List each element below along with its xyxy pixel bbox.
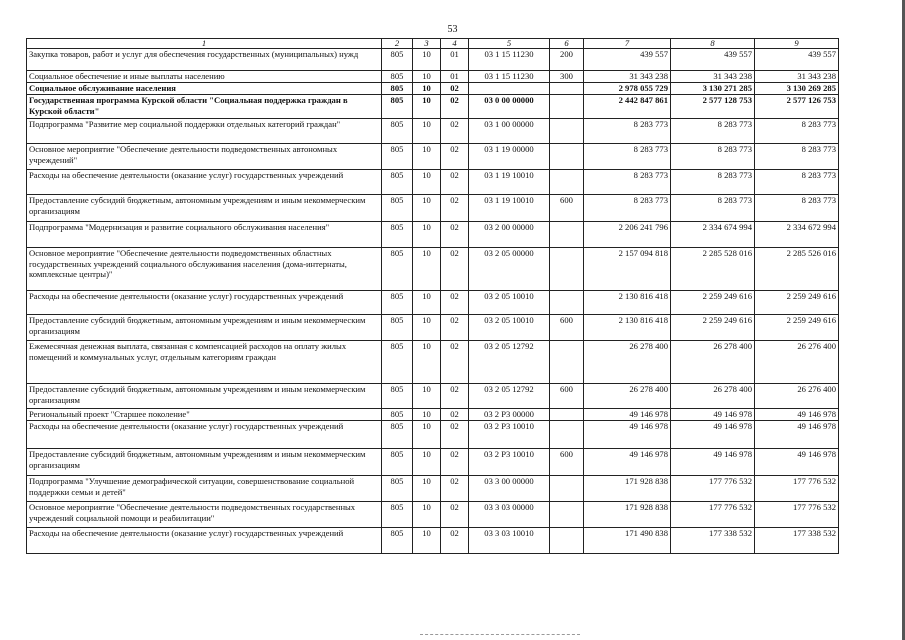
target-article-cell: 03 2 05 00000 [469, 248, 550, 291]
row-name-cell: Расходы на обеспечение деятельности (оказание услуг) государственных учреждений [27, 170, 382, 195]
subsection-cell: 02 [441, 291, 469, 315]
table-row [27, 83, 839, 95]
row-name-cell: Подпрограмма "Развитие мер социальной поддержки отдельных категорий граждан" [27, 119, 382, 144]
expense-type-cell [550, 341, 584, 384]
expense-type-cell [550, 502, 584, 528]
column-number: 9 [755, 39, 839, 49]
table-row [27, 49, 839, 71]
amount-2023-cell: 49 146 978 [755, 409, 839, 421]
ministry-code-cell: 805 [382, 83, 413, 95]
target-article-cell [469, 83, 550, 95]
target-article-cell: 03 1 00 00000 [469, 119, 550, 144]
subsection-cell: 02 [441, 95, 469, 119]
section-cell: 10 [413, 144, 441, 170]
expense-type-cell: 600 [550, 195, 584, 222]
section-cell: 10 [413, 71, 441, 83]
expense-type-cell [550, 528, 584, 554]
ministry-code-cell: 805 [382, 49, 413, 71]
table-row [27, 291, 839, 315]
amount-2022-cell: 26 278 400 [671, 341, 755, 384]
amount-2023-cell: 439 557 [755, 49, 839, 71]
amount-2023-cell: 49 146 978 [755, 449, 839, 476]
subsection-cell: 02 [441, 248, 469, 291]
section-cell: 10 [413, 528, 441, 554]
amount-2022-cell: 177 776 532 [671, 476, 755, 502]
section-cell: 10 [413, 119, 441, 144]
column-number: 3 [413, 39, 441, 49]
row-name-cell: Основное мероприятие "Обеспечение деятельности подведомственных государственных учреждений социальной помощи и реабилитации" [27, 502, 382, 528]
ministry-code-cell: 805 [382, 449, 413, 476]
column-number: 5 [469, 39, 550, 49]
subsection-cell: 02 [441, 409, 469, 421]
column-number-row [27, 39, 839, 49]
subsection-cell: 01 [441, 71, 469, 83]
amount-2023-cell: 31 343 238 [755, 71, 839, 83]
target-article-cell: 03 2 P3 10010 [469, 421, 550, 449]
table-row [27, 71, 839, 83]
section-cell: 10 [413, 341, 441, 384]
ministry-code-cell: 805 [382, 95, 413, 119]
subsection-cell: 02 [441, 341, 469, 384]
expense-type-cell [550, 421, 584, 449]
amount-2023-cell: 2 259 249 616 [755, 315, 839, 341]
expense-type-cell [550, 248, 584, 291]
budget-table [26, 38, 839, 554]
subsection-cell: 02 [441, 170, 469, 195]
row-name-cell: Ежемесячная денежная выплата, связанная с компенсацией расходов на оплату жилых помещений и коммунальных услуг, отдельным категориям граждан [27, 341, 382, 384]
amount-2023-cell: 177 338 532 [755, 528, 839, 554]
table-row [27, 528, 839, 554]
table-row [27, 119, 839, 144]
ministry-code-cell: 805 [382, 119, 413, 144]
amount-2021-cell: 171 928 838 [584, 476, 671, 502]
table-row [27, 95, 839, 119]
target-article-cell: 03 1 19 00000 [469, 144, 550, 170]
row-name-cell: Социальное обеспечение и иные выплаты населению [27, 71, 382, 83]
target-article-cell: 03 2 05 10010 [469, 315, 550, 341]
amount-2023-cell: 177 776 532 [755, 476, 839, 502]
amount-2023-cell: 8 283 773 [755, 195, 839, 222]
scan-marks [420, 634, 580, 636]
expense-type-cell [550, 170, 584, 195]
amount-2023-cell: 2 577 126 753 [755, 95, 839, 119]
table-body [27, 39, 839, 554]
row-name-cell: Основное мероприятие "Обеспечение деятельности подведомственных автономных учреждений" [27, 144, 382, 170]
expense-type-cell [550, 83, 584, 95]
amount-2021-cell: 8 283 773 [584, 195, 671, 222]
amount-2021-cell: 8 283 773 [584, 144, 671, 170]
section-cell: 10 [413, 421, 441, 449]
expense-type-cell: 600 [550, 315, 584, 341]
amount-2023-cell: 177 776 532 [755, 502, 839, 528]
subsection-cell: 02 [441, 315, 469, 341]
ministry-code-cell: 805 [382, 528, 413, 554]
target-article-cell: 03 2 P3 10010 [469, 449, 550, 476]
amount-2022-cell: 49 146 978 [671, 409, 755, 421]
amount-2023-cell: 8 283 773 [755, 119, 839, 144]
amount-2022-cell: 177 338 532 [671, 528, 755, 554]
row-name-cell: Предоставление субсидий бюджетным, автономным учреждениям и иным некоммерческим организациям [27, 315, 382, 341]
section-cell: 10 [413, 170, 441, 195]
expense-type-cell: 200 [550, 49, 584, 71]
table-row [27, 144, 839, 170]
target-article-cell: 03 2 05 12792 [469, 341, 550, 384]
amount-2022-cell: 31 343 238 [671, 71, 755, 83]
row-name-cell: Государственная программа Курской области "Социальная поддержка граждан в Курской области" [27, 95, 382, 119]
table-row [27, 476, 839, 502]
table-row [27, 502, 839, 528]
subsection-cell: 02 [441, 222, 469, 248]
section-cell: 10 [413, 476, 441, 502]
section-cell: 10 [413, 222, 441, 248]
amount-2021-cell: 2 157 094 818 [584, 248, 671, 291]
table-row [27, 222, 839, 248]
amount-2021-cell: 171 928 838 [584, 502, 671, 528]
amount-2023-cell: 26 276 400 [755, 341, 839, 384]
expense-type-cell [550, 409, 584, 421]
section-cell: 10 [413, 315, 441, 341]
section-cell: 10 [413, 502, 441, 528]
section-cell: 10 [413, 83, 441, 95]
amount-2021-cell: 2 978 055 729 [584, 83, 671, 95]
section-cell: 10 [413, 291, 441, 315]
subsection-cell: 02 [441, 144, 469, 170]
table-row [27, 409, 839, 421]
row-name-cell: Расходы на обеспечение деятельности (оказание услуг) государственных учреждений [27, 528, 382, 554]
amount-2022-cell: 49 146 978 [671, 421, 755, 449]
row-name-cell: Подпрограмма "Модернизация и развитие социального обслуживания населения" [27, 222, 382, 248]
subsection-cell: 02 [441, 528, 469, 554]
column-number: 4 [441, 39, 469, 49]
row-name-cell: Предоставление субсидий бюджетным, автономным учреждениям и иным некоммерческим организациям [27, 384, 382, 409]
amount-2022-cell: 439 557 [671, 49, 755, 71]
row-name-cell: Расходы на обеспечение деятельности (оказание услуг) государственных учреждений [27, 291, 382, 315]
row-name-cell: Закупка товаров, работ и услуг для обеспечения государственных (муниципальных) нужд [27, 49, 382, 71]
amount-2023-cell: 2 285 526 016 [755, 248, 839, 291]
section-cell: 10 [413, 409, 441, 421]
ministry-code-cell: 805 [382, 170, 413, 195]
amount-2021-cell: 2 130 816 418 [584, 291, 671, 315]
subsection-cell: 02 [441, 195, 469, 222]
expense-type-cell [550, 291, 584, 315]
target-article-cell: 03 0 00 00000 [469, 95, 550, 119]
amount-2021-cell: 31 343 238 [584, 71, 671, 83]
amount-2021-cell: 26 278 400 [584, 341, 671, 384]
ministry-code-cell: 805 [382, 384, 413, 409]
ministry-code-cell: 805 [382, 71, 413, 83]
amount-2022-cell: 8 283 773 [671, 119, 755, 144]
ministry-code-cell: 805 [382, 222, 413, 248]
amount-2021-cell: 171 490 838 [584, 528, 671, 554]
amount-2022-cell: 177 776 532 [671, 502, 755, 528]
table-row [27, 248, 839, 291]
amount-2022-cell: 2 285 528 016 [671, 248, 755, 291]
expense-type-cell [550, 119, 584, 144]
table-row [27, 315, 839, 341]
expense-type-cell [550, 476, 584, 502]
expense-type-cell: 600 [550, 449, 584, 476]
expense-type-cell: 600 [550, 384, 584, 409]
subsection-cell: 02 [441, 449, 469, 476]
amount-2022-cell: 8 283 773 [671, 195, 755, 222]
target-article-cell: 03 1 15 11230 [469, 71, 550, 83]
column-number: 6 [550, 39, 584, 49]
amount-2021-cell: 26 278 400 [584, 384, 671, 409]
amount-2022-cell: 26 278 400 [671, 384, 755, 409]
table-row [27, 384, 839, 409]
ministry-code-cell: 805 [382, 341, 413, 384]
section-cell: 10 [413, 49, 441, 71]
amount-2023-cell: 49 146 978 [755, 421, 839, 449]
column-number: 7 [584, 39, 671, 49]
subsection-cell: 02 [441, 476, 469, 502]
target-article-cell: 03 2 00 00000 [469, 222, 550, 248]
row-name-cell: Расходы на обеспечение деятельности (оказание услуг) государственных учреждений [27, 421, 382, 449]
amount-2022-cell: 2 259 249 616 [671, 291, 755, 315]
target-article-cell: 03 3 03 10010 [469, 528, 550, 554]
amount-2021-cell: 8 283 773 [584, 119, 671, 144]
amount-2022-cell: 49 146 978 [671, 449, 755, 476]
subsection-cell: 02 [441, 119, 469, 144]
target-article-cell: 03 2 05 10010 [469, 291, 550, 315]
row-name-cell: Подпрограмма "Улучшение демографической ситуации, совершенствование социальной поддержки семьи и детей" [27, 476, 382, 502]
column-number: 2 [382, 39, 413, 49]
section-cell: 10 [413, 95, 441, 119]
amount-2021-cell: 2 442 847 861 [584, 95, 671, 119]
amount-2021-cell: 2 130 816 418 [584, 315, 671, 341]
page-number: 53 [447, 24, 458, 35]
amount-2021-cell: 49 146 978 [584, 421, 671, 449]
amount-2021-cell: 8 283 773 [584, 170, 671, 195]
ministry-code-cell: 805 [382, 476, 413, 502]
target-article-cell: 03 1 15 11230 [469, 49, 550, 71]
target-article-cell: 03 2 05 12792 [469, 384, 550, 409]
table-row [27, 195, 839, 222]
subsection-cell: 02 [441, 502, 469, 528]
ministry-code-cell: 805 [382, 291, 413, 315]
row-name-cell: Социальное обслуживание населения [27, 83, 382, 95]
row-name-cell: Предоставление субсидий бюджетным, автономным учреждениям и иным некоммерческим организациям [27, 449, 382, 476]
amount-2022-cell: 3 130 271 285 [671, 83, 755, 95]
column-number: 8 [671, 39, 755, 49]
section-cell: 10 [413, 195, 441, 222]
amount-2021-cell: 439 557 [584, 49, 671, 71]
table-row [27, 421, 839, 449]
target-article-cell: 03 1 19 10010 [469, 195, 550, 222]
amount-2023-cell: 2 334 672 994 [755, 222, 839, 248]
amount-2023-cell: 8 283 773 [755, 144, 839, 170]
expense-type-cell: 300 [550, 71, 584, 83]
section-cell: 10 [413, 248, 441, 291]
subsection-cell: 02 [441, 384, 469, 409]
target-article-cell: 03 2 P3 00000 [469, 409, 550, 421]
row-name-cell: Предоставление субсидий бюджетным, автономным учреждениям и иным некоммерческим организациям [27, 195, 382, 222]
section-cell: 10 [413, 449, 441, 476]
section-cell: 10 [413, 384, 441, 409]
target-article-cell: 03 1 19 10010 [469, 170, 550, 195]
table-row [27, 449, 839, 476]
ministry-code-cell: 805 [382, 248, 413, 291]
amount-2021-cell: 2 206 241 796 [584, 222, 671, 248]
expense-type-cell [550, 95, 584, 119]
ministry-code-cell: 805 [382, 421, 413, 449]
table-row [27, 170, 839, 195]
amount-2022-cell: 8 283 773 [671, 170, 755, 195]
expense-type-cell [550, 222, 584, 248]
ministry-code-cell: 805 [382, 502, 413, 528]
ministry-code-cell: 805 [382, 195, 413, 222]
ministry-code-cell: 805 [382, 315, 413, 341]
target-article-cell: 03 3 00 00000 [469, 476, 550, 502]
ministry-code-cell: 805 [382, 144, 413, 170]
amount-2022-cell: 2 259 249 616 [671, 315, 755, 341]
row-name-cell: Региональный проект "Старшее поколение" [27, 409, 382, 421]
amount-2022-cell: 8 283 773 [671, 144, 755, 170]
amount-2023-cell: 8 283 773 [755, 170, 839, 195]
target-article-cell: 03 3 03 00000 [469, 502, 550, 528]
amount-2021-cell: 49 146 978 [584, 409, 671, 421]
amount-2021-cell: 49 146 978 [584, 449, 671, 476]
subsection-cell: 01 [441, 49, 469, 71]
amount-2023-cell: 3 130 269 285 [755, 83, 839, 95]
amount-2023-cell: 26 276 400 [755, 384, 839, 409]
table-row [27, 341, 839, 384]
amount-2022-cell: 2 577 128 753 [671, 95, 755, 119]
amount-2023-cell: 2 259 249 616 [755, 291, 839, 315]
amount-2022-cell: 2 334 674 994 [671, 222, 755, 248]
ministry-code-cell: 805 [382, 409, 413, 421]
subsection-cell: 02 [441, 83, 469, 95]
column-number: 1 [27, 39, 382, 49]
row-name-cell: Основное мероприятие "Обеспечение деятельности подведомственных областных государственных учреждений социального обслуживания населения (дома-интернаты, комплексные центры)" [27, 248, 382, 291]
subsection-cell: 02 [441, 421, 469, 449]
expense-type-cell [550, 144, 584, 170]
